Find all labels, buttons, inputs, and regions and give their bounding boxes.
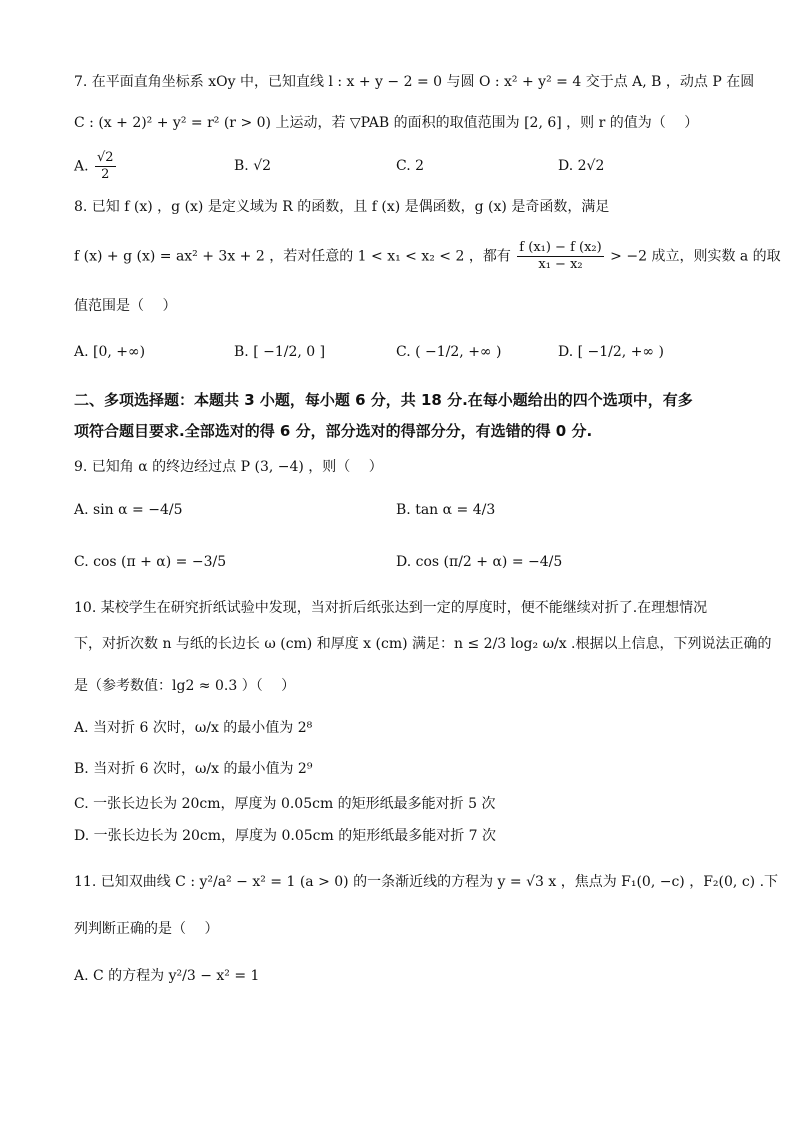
q7-option-b: B. √2: [234, 158, 272, 174]
q7-stem-line1: 7. 在平面直角坐标系 xOy 中，已知直线 l : x + y − 2 = 0 与圆 O : x² + y² = 4 交于点 A, B ，动点 P 在圆: [74, 74, 755, 90]
q11-stem-line1: 11. 已知双曲线 C : y²/a² − x² = 1 (a > 0) 的一条渐近线的方程为 y = √3 x ，焦点为 F₁(0, −c) ，F₂(0, c) .下: [74, 874, 779, 890]
q8-option-b: B. [ −1/2, 0 ]: [234, 344, 326, 360]
q11-option-a: A. C 的方程为 y²/3 − x² = 1: [74, 968, 260, 984]
q7-option-a-denominator: 2: [101, 167, 110, 182]
q7-option-a-label: A.: [74, 158, 89, 175]
q7-stem-line2: C : (x + 2)² + y² = r² (r > 0) 上运动，若 ▽PAB 的面积的取值范围为 [2, 6] ，则 r 的值为（ ）: [74, 115, 699, 131]
q9-option-d: D. cos (π/2 + α) = −4/5: [396, 554, 563, 570]
q11-stem-line2: 列判断正确的是（ ）: [74, 921, 219, 937]
q7-option-a-numerator: √2: [97, 150, 114, 165]
q8-difference-quotient-denominator: x₁ − x₂: [538, 257, 583, 272]
q8-stem-line2-pre: f (x) + g (x) = ax² + 3x + 2 ，若对任意的 1 < x₁ < x₂ < 2 ，都有: [74, 248, 511, 265]
q8-stem-line3: 值范围是（ ）: [74, 298, 177, 314]
q10-stem-line1: 10. 某校学生在研究折纸试验中发现，当对折后纸张达到一定的厚度时，便不能继续对折了.在理想情况: [74, 600, 708, 616]
q8-stem-line2-post: > −2 成立，则实数 a 的取: [610, 248, 781, 265]
section2-heading-line1: 二、多项选择题：本题共 3 小题，每小题 6 分，共 18 分.在每小题给出的四个选项中，有多: [74, 391, 693, 409]
q8-difference-quotient: [517, 240, 603, 273]
q10-stem-line3: 是（参考数值：lg2 ≈ 0.3 ）（ ）: [74, 678, 296, 694]
q8-option-d: D. [ −1/2, +∞ ): [558, 344, 665, 360]
q9-option-a: A. sin α = −4/5: [74, 502, 183, 518]
q10-option-a: A. 当对折 6 次时，ω/x 的最小值为 2⁸: [74, 720, 313, 736]
q7-option-c: C. 2: [396, 158, 425, 174]
q8-difference-quotient-numerator: f (x₁) − f (x₂): [519, 240, 602, 255]
q9-option-c: C. cos (π + α) = −3/5: [74, 554, 227, 570]
q7-option-a-fraction: [95, 150, 116, 183]
q10-option-d: D. 一张长边长为 20cm，厚度为 0.05cm 的矩形纸最多能对折 7 次: [74, 828, 497, 844]
q8-option-a: A. [0, +∞): [74, 344, 146, 360]
q7-option-a: [74, 150, 118, 183]
q10-option-c: C. 一张长边长为 20cm，厚度为 0.05cm 的矩形纸最多能对折 5 次: [74, 796, 496, 812]
q10-option-b: B. 当对折 6 次时，ω/x 的最小值为 2⁹: [74, 761, 313, 777]
section2-heading-line2: 项符合题目要求.全部选对的得 6 分，部分选对的得部分分，有选错的得 0 分.: [74, 422, 593, 440]
q8-option-c: C. ( −1/2, +∞ ): [396, 344, 502, 360]
q9-option-b: B. tan α = 4/3: [396, 502, 496, 518]
q7-option-d: D. 2√2: [558, 158, 605, 174]
q10-stem-line2: 下，对折次数 n 与纸的长边长 ω (cm) 和厚度 x (cm) 满足：n ≤ 2/3 log₂ ω/x .根据以上信息，下列说法正确的: [74, 636, 772, 652]
q8-stem-line2: [74, 240, 781, 273]
q8-stem-line1: 8. 已知 f (x) ，g (x) 是定义域为 R 的函数，且 f (x) 是偶函数，g (x) 是奇函数，满足: [74, 199, 610, 215]
q9-stem: 9. 已知角 α 的终边经过点 P (3, −4) ，则（ ）: [74, 459, 383, 475]
